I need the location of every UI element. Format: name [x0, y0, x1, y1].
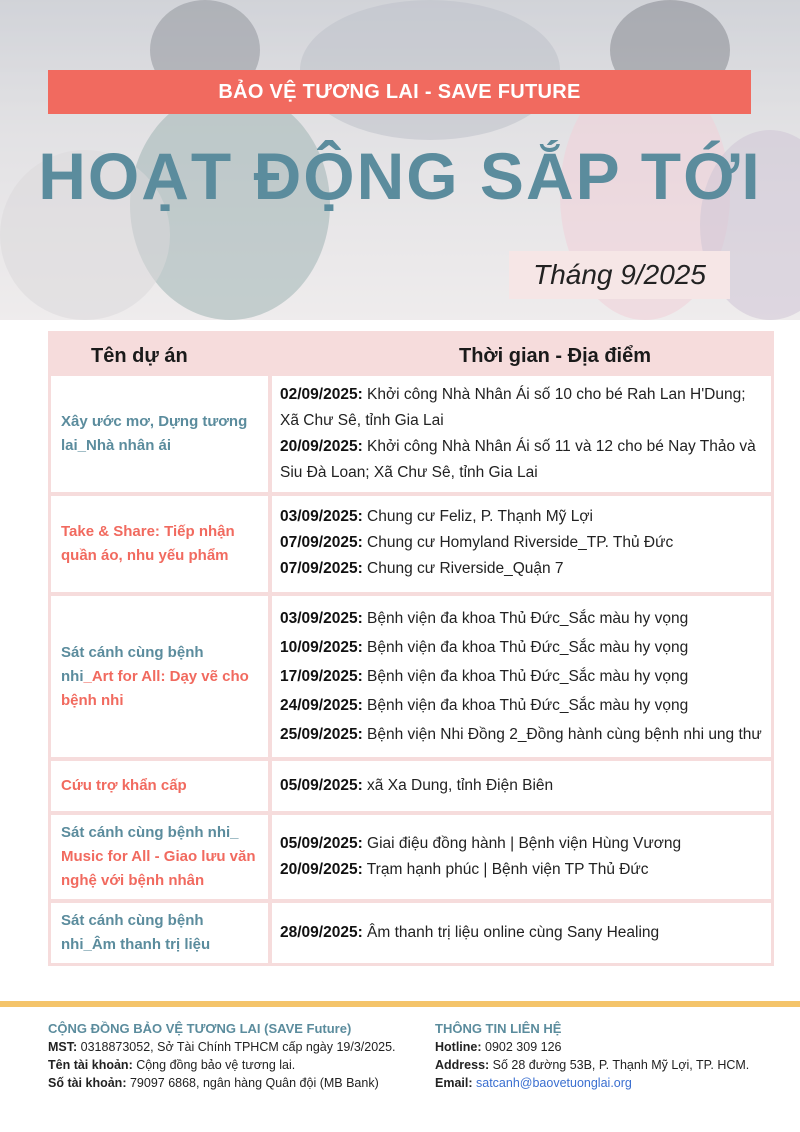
entry-text: Khởi công Nhà Nhân Ái số 11 và 12 cho bé Nay Thảo và Siu Đà Loan; Xã Chư Sê, tỉnh Gia Lai [280, 438, 756, 481]
page-title: HOẠT ĐỘNG SẮP TỚI [38, 139, 762, 213]
table-row [51, 903, 771, 963]
project-name [51, 815, 268, 899]
footer-divider [0, 1001, 800, 1007]
entry-text: Bệnh viện đa khoa Thủ Đức_Sắc màu hy vọng [362, 610, 689, 627]
table-row [51, 496, 771, 592]
schedule-entry [280, 382, 763, 434]
hotline: Hotline: 0902 309 126 [435, 1040, 562, 1054]
schedule-entry [280, 662, 763, 691]
entry-text: Bệnh viện đa khoa Thủ Đức_Sắc màu hy vọng [362, 697, 689, 714]
schedule-cell [272, 596, 771, 757]
contact-title: THÔNG TIN LIÊN HỆ [435, 1021, 562, 1036]
entry-text: Chung cư Riverside_Quận 7 [362, 560, 564, 577]
entry-date: 05/09/2025: [280, 777, 363, 794]
schedule-entry [280, 857, 763, 883]
schedule-entry [280, 556, 763, 582]
entry-date: 05/09/2025: [280, 835, 363, 852]
schedule-entry [280, 530, 763, 556]
tax-id: MST: 0318873052, Sở Tài Chính TPHCM cấp ngày 19/3/2025. [48, 1040, 396, 1054]
entry-text: Chung cư Homyland Riverside_TP. Thủ Đức [362, 534, 674, 551]
table-row [51, 596, 771, 757]
table-header [51, 334, 771, 372]
entry-text: xã Xa Dung, tỉnh Điện Biên [362, 777, 554, 794]
project-name [51, 596, 268, 757]
schedule-entry [280, 604, 763, 633]
schedule-entry [280, 720, 763, 749]
entry-text: Giai điệu đồng hành | Bệnh viện Hùng Vương [362, 835, 682, 852]
entry-text: Âm thanh trị liệu online cùng Sany Healing [362, 924, 660, 941]
schedule-cell [272, 815, 771, 899]
account-name: Tên tài khoản: Cộng đồng bảo vệ tương lai. [48, 1058, 296, 1072]
schedule-entry [280, 633, 763, 662]
org-banner: BẢO VỆ TƯƠNG LAI - SAVE FUTURE [48, 70, 751, 114]
entry-date: 10/09/2025: [280, 639, 363, 656]
entry-text: Bệnh viện đa khoa Thủ Đức_Sắc màu hy vọng [362, 668, 689, 685]
entry-date: 28/09/2025: [280, 924, 363, 941]
entry-date: 20/09/2025: [280, 861, 363, 878]
entry-text: Bệnh viện đa khoa Thủ Đức_Sắc màu hy vọng [362, 639, 689, 656]
entry-text: Khởi công Nhà Nhân Ái số 10 cho bé Rah Lan H'Dung; Xã Chư Sê, tỉnh Gia Lai [280, 386, 746, 429]
entry-date: 07/09/2025: [280, 534, 363, 551]
table-row [51, 376, 771, 492]
email: Email: satcanh@baovetuonglai.org [435, 1076, 632, 1090]
entry-date: 03/09/2025: [280, 610, 363, 627]
schedule-entry [280, 831, 763, 857]
project-name: Sát cánh cùng bệnh nhi_Âm thanh trị liệu [51, 903, 268, 963]
org-title: CỘNG ĐỒNG BẢO VỆ TƯƠNG LAI (SAVE Future) [48, 1021, 352, 1036]
project-name: Xây ước mơ, Dựng tương lai_Nhà nhân ái [51, 376, 268, 492]
project-name-part: Sát cánh cùng bệnh nhi [61, 643, 204, 685]
entry-date: 24/09/2025: [280, 697, 363, 714]
table-row [51, 815, 771, 899]
schedule-cell [272, 903, 771, 963]
entry-date: 17/09/2025: [280, 668, 363, 685]
project-name-part: Music for All - Giao lưu văn nghệ với bệnh nhân [61, 848, 256, 889]
schedule-entry [280, 504, 763, 530]
entry-date: 25/09/2025: [280, 726, 363, 743]
entry-date: 03/09/2025: [280, 508, 363, 525]
entry-date: 02/09/2025: [280, 386, 363, 403]
project-name: Take & Share: Tiếp nhận quần áo, nhu yếu phẩm [51, 496, 268, 592]
email-link[interactable]: satcanh@baovetuonglai.org [476, 1076, 632, 1090]
schedule-entry [280, 773, 763, 799]
project-name-part: _Art for All: Dạy vẽ cho bệnh nhi [61, 667, 249, 709]
entry-text: Trạm hạnh phúc | Bệnh viện TP Thủ Đức [362, 861, 649, 878]
column-header-time: Thời gian - Địa điểm [459, 345, 652, 367]
contact-info [435, 1020, 795, 1092]
account-number: Số tài khoản: 79097 6868, ngân hàng Quân đội (MB Bank) [48, 1076, 379, 1090]
entry-date: 20/09/2025: [280, 438, 363, 455]
schedule-table [48, 331, 774, 966]
address: Address: Số 28 đường 53B, P. Thạnh Mỹ Lợi, TP. HCM. [435, 1058, 750, 1072]
project-name: Cứu trợ khẩn cấp [51, 761, 268, 811]
schedule-cell [272, 496, 771, 592]
project-name-part: Sát cánh cùng bệnh nhi_ [61, 824, 239, 841]
entry-date: 07/09/2025: [280, 560, 363, 577]
month-label: Tháng 9/2025 [509, 251, 730, 299]
table-row [51, 761, 771, 811]
entry-text: Chung cư Feliz, P. Thạnh Mỹ Lợi [362, 508, 593, 525]
entry-text: Bệnh viện Nhi Đồng 2_Đồng hành cùng bệnh nhi ung thư [362, 726, 762, 743]
schedule-entry [280, 691, 763, 720]
column-header-project: Tên dự án [91, 345, 188, 367]
schedule-cell [272, 761, 771, 811]
org-info [48, 1020, 418, 1092]
schedule-entry [280, 434, 763, 486]
schedule-cell [272, 376, 771, 492]
schedule-entry [280, 920, 763, 946]
